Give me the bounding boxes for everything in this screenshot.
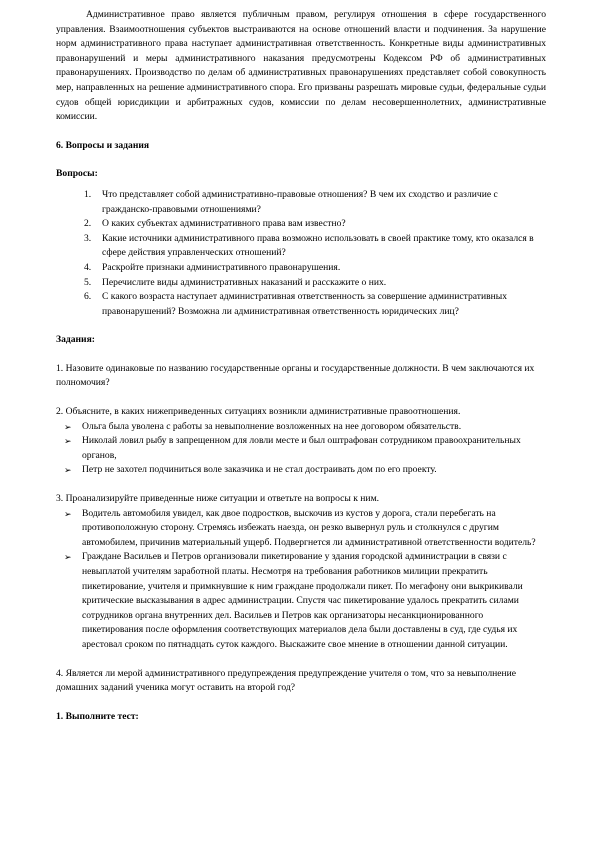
question-number: 2. [84,218,92,230]
list-item [56,434,546,463]
task-2-lead: 2. Объясните, в каких нижеприведенных ситуациях возникли административные правоотношения. [56,406,461,418]
question-number: 6. [84,291,92,303]
task-3-list [56,507,546,653]
list-item-text: Петр не захотел подчиниться воле заказчика и не стал достраивать дом по его проекту. [82,464,437,476]
list-item [56,507,546,551]
question-item [56,232,546,261]
question-text: Перечислите виды административных наказаний и расскажите о них. [102,276,387,288]
arrow-bullet-icon: ➢ [64,436,72,447]
tasks-heading: Задания: [56,334,95,346]
task-2-list [56,420,546,478]
question-number: 5. [84,276,92,288]
question-text: Раскройте признаки административного правонарушения. [102,261,341,273]
list-item-text: Граждане Васильев и Петров организовали пикетирование у здания городской администрации в связи с невыплатой учителям заработной платы. Несмотря на требования работников милиции прекратить пикетирование, учителя и примкнувшие к ним граждане продолжали пикет. По мегафону они выкрикивали критические высказывания в адрес администрации. Спустя час пикетирование удалось прекратить силами сотрудников органа внутренних дел. Васильев и Петров как организаторы несанкционированного пикетирования после оформления соответствующих материалов дела были доставлены в суд, где судья их арестовал сроком по пятнадцать суток каждого. Выскажите свое мнение в отношении данной ситуации. [82,551,523,650]
list-item-text: Ольга была уволена с работы за невыполнение возложенных на нее договором обязательств. [82,420,462,432]
question-number: 4. [84,261,92,273]
document-page [56,8,546,724]
arrow-bullet-icon: ➢ [64,508,72,519]
arrow-bullet-icon: ➢ [64,552,72,563]
question-item [56,290,546,319]
questions-heading: Вопросы: [56,168,98,180]
test-heading: 1. Выполните тест: [56,710,139,722]
questions-list [56,188,546,319]
section-heading: 6. Вопросы и задания [56,139,150,151]
task-3-lead: 3. Проанализируйте приведенные ниже ситуации и ответьте на вопросы к ним. [56,493,380,505]
question-item [56,276,546,291]
question-item [56,217,546,232]
list-item [56,463,546,478]
question-text: Что представляет собой административно-правовые отношения? В чем их сходство и различие с гражданско-правовыми отношениями? [102,188,498,215]
question-item [56,261,546,276]
list-item [56,420,546,435]
arrow-bullet-icon: ➢ [64,465,72,476]
question-text: О каких субъектах административного права вам известно? [102,218,346,230]
list-item-text: Водитель автомобиля увидел, как двое подростков, выскочив из кустов у дорога, стали перебегать на противоположную сторону. Стремясь избежать наезда, он резко вывернул руль и столкнулся с другим автомобилем, причинив материальный ущерб. Подвергнется ли административной ответственности водитель? [82,507,536,548]
task-1: 1. Назовите одинаковые по названию государственные органы и государственные должности. В чем заключаются их полномочия? [56,362,535,389]
task-4: 4. Является ли мерой административного предупреждения предупреждение учителя о том, что за невыполнение домашних заданий ученика могут оставить на второй год? [56,667,517,694]
list-item [56,550,546,652]
question-text: Какие источники административного права возможно использовать в своей практике тому, кто оказался в сфере действия управленческих отношений? [102,232,534,259]
arrow-bullet-icon: ➢ [64,421,72,432]
question-number: 3. [84,232,92,244]
list-item-text: Николай ловил рыбу в запрещенном для ловли месте и был оштрафован сотрудником правоохранительных органов, [82,435,521,461]
intro-paragraph: Административное право является публичным правом, регулируя отношения в сфере государственного управления. Взаимоотношения субъектов выстраиваются на основе отношений власти и подчинения. За нарушение норм административного права наступает административная ответственность. Конкретные виды административных правонарушений и меры административного наказания предусмотрены Кодексом РФ об административных правонарушениях. Производство по делам об административных правонарушениях представляет собой совокупность мер, направленных на решение административного спора. Его призваны разрешать мировые судьи, федеральные судьи судов общей юрисдикции и арбитражных судов, комиссии по делам несовершеннолетних, административные комиссии. [56,9,546,123]
question-item [56,188,546,217]
question-text: С какого возраста наступает административная ответственность за совершение административных правонарушений? Возможна ли административная ответственность юридических лиц? [102,291,508,317]
question-number: 1. [84,188,92,200]
